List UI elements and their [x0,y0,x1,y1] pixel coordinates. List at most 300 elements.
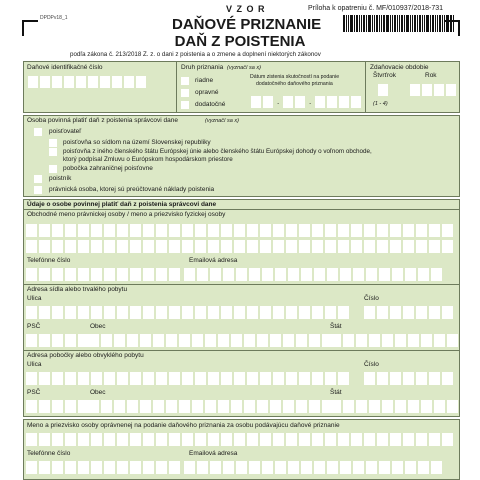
character-cell[interactable] [130,306,141,319]
character-cell[interactable] [330,400,341,413]
character-cell[interactable] [117,268,128,281]
character-cell[interactable] [247,306,258,319]
character-cell[interactable] [416,306,427,319]
character-cell[interactable] [78,461,89,474]
postcode-input[interactable] [26,334,89,347]
character-cell[interactable] [286,306,297,319]
character-cell[interactable] [273,224,284,237]
character-cell[interactable] [283,400,294,413]
character-cell[interactable] [91,461,102,474]
character-cell[interactable] [192,334,203,347]
character-cell[interactable] [130,461,141,474]
character-cell[interactable] [351,433,362,446]
character-cell[interactable] [169,433,180,446]
character-cell[interactable] [117,433,128,446]
character-cell[interactable] [327,268,338,281]
character-cell[interactable] [52,461,63,474]
character-cell[interactable] [379,461,390,474]
year-input[interactable] [410,84,456,96]
payer-branch-checkbox[interactable] [49,165,57,173]
discovery-year-input[interactable] [315,96,361,108]
character-cell[interactable] [286,433,297,446]
character-cell[interactable] [377,240,388,253]
character-cell[interactable] [312,224,323,237]
character-cell[interactable] [351,224,362,237]
character-cell[interactable] [221,224,232,237]
character-cell[interactable] [221,372,232,385]
character-cell[interactable] [65,240,76,253]
branch-country-input[interactable] [330,400,458,413]
tax-id-input[interactable] [28,76,146,88]
character-cell[interactable] [221,433,232,446]
character-cell[interactable] [338,372,349,385]
character-cell[interactable] [299,224,310,237]
character-cell[interactable] [26,334,37,347]
character-cell[interactable] [260,372,271,385]
character-cell[interactable] [65,334,76,347]
character-cell[interactable] [286,240,297,253]
character-cell[interactable] [270,400,281,413]
character-cell[interactable] [26,433,37,446]
character-cell[interactable] [390,372,401,385]
character-cell[interactable] [330,334,341,347]
character-cell[interactable] [65,372,76,385]
character-cell[interactable] [312,433,323,446]
character-cell[interactable] [26,461,37,474]
character-cell[interactable] [210,461,221,474]
character-cell[interactable] [195,240,206,253]
character-cell[interactable] [260,240,271,253]
return-type-corrective-checkbox[interactable] [181,89,189,97]
character-cell[interactable] [301,268,312,281]
character-cell[interactable] [156,224,167,237]
character-cell[interactable] [195,433,206,446]
character-cell[interactable] [182,306,193,319]
character-cell[interactable] [273,433,284,446]
character-cell[interactable] [169,224,180,237]
character-cell[interactable] [210,268,221,281]
character-cell[interactable] [429,240,440,253]
character-cell[interactable] [390,306,401,319]
payer-insurer-checkbox[interactable] [34,128,42,136]
character-cell[interactable] [377,433,388,446]
character-cell[interactable] [236,268,247,281]
character-cell[interactable] [169,372,180,385]
character-cell[interactable] [418,461,429,474]
character-cell[interactable] [434,400,445,413]
character-cell[interactable] [195,372,206,385]
character-cell[interactable] [156,372,167,385]
character-cell[interactable] [52,306,63,319]
character-cell[interactable] [299,372,310,385]
character-cell[interactable] [104,306,115,319]
character-cell[interactable] [65,306,76,319]
branch-number-input[interactable] [364,372,453,385]
character-cell[interactable] [364,240,375,253]
character-cell[interactable] [364,433,375,446]
character-cell[interactable] [408,334,419,347]
company-name-row-1[interactable] [26,224,453,237]
character-cell[interactable] [257,334,268,347]
character-cell[interactable] [431,461,442,474]
payer-legal-entity-checkbox[interactable] [34,186,42,194]
character-cell[interactable] [101,334,112,347]
character-cell[interactable] [127,334,138,347]
character-cell[interactable] [208,224,219,237]
character-cell[interactable] [353,461,364,474]
character-cell[interactable] [405,268,416,281]
character-cell[interactable] [156,433,167,446]
character-cell[interactable] [153,400,164,413]
character-cell[interactable] [234,224,245,237]
character-cell[interactable] [234,372,245,385]
character-cell[interactable] [130,224,141,237]
character-cell[interactable] [221,240,232,253]
character-cell[interactable] [197,461,208,474]
character-cell[interactable] [127,400,138,413]
character-cell[interactable] [299,433,310,446]
character-cell[interactable] [260,224,271,237]
character-cell[interactable] [339,96,349,108]
character-cell[interactable] [197,268,208,281]
character-cell[interactable] [156,268,167,281]
character-cell[interactable] [169,461,180,474]
character-cell[interactable] [192,400,203,413]
authorized-phone-input[interactable] [26,461,180,474]
character-cell[interactable] [195,224,206,237]
character-cell[interactable] [312,306,323,319]
character-cell[interactable] [338,306,349,319]
character-cell[interactable] [275,461,286,474]
character-cell[interactable] [114,334,125,347]
character-cell[interactable] [39,224,50,237]
street-input[interactable] [26,306,349,319]
character-cell[interactable] [288,461,299,474]
character-cell[interactable] [273,240,284,253]
character-cell[interactable] [101,400,112,413]
character-cell[interactable] [104,372,115,385]
character-cell[interactable] [65,400,76,413]
character-cell[interactable] [390,433,401,446]
character-cell[interactable] [104,224,115,237]
street-number-input[interactable] [364,306,453,319]
character-cell[interactable] [91,240,102,253]
character-cell[interactable] [88,400,99,413]
character-cell[interactable] [247,240,258,253]
character-cell[interactable] [143,372,154,385]
character-cell[interactable] [353,268,364,281]
character-cell[interactable] [260,433,271,446]
character-cell[interactable] [442,240,453,253]
character-cell[interactable] [234,240,245,253]
email-input[interactable] [184,268,442,281]
character-cell[interactable] [447,400,458,413]
character-cell[interactable] [117,461,128,474]
character-cell[interactable] [195,306,206,319]
character-cell[interactable] [52,268,63,281]
character-cell[interactable] [283,96,293,108]
character-cell[interactable] [91,224,102,237]
discovery-day-input[interactable] [251,96,273,108]
character-cell[interactable] [184,268,195,281]
character-cell[interactable] [40,76,50,88]
character-cell[interactable] [156,240,167,253]
character-cell[interactable] [136,76,146,88]
company-name-row-2[interactable] [26,240,453,253]
character-cell[interactable] [369,334,380,347]
character-cell[interactable] [104,433,115,446]
character-cell[interactable] [182,224,193,237]
character-cell[interactable] [442,372,453,385]
character-cell[interactable] [366,461,377,474]
character-cell[interactable] [338,240,349,253]
character-cell[interactable] [91,306,102,319]
payer-sk-insurer-checkbox[interactable] [49,139,57,147]
character-cell[interactable] [39,334,50,347]
character-cell[interactable] [39,461,50,474]
character-cell[interactable] [416,224,427,237]
character-cell[interactable] [382,400,393,413]
character-cell[interactable] [205,334,216,347]
character-cell[interactable] [236,461,247,474]
character-cell[interactable] [153,334,164,347]
quarter-input[interactable] [378,84,388,96]
character-cell[interactable] [325,433,336,446]
character-cell[interactable] [39,372,50,385]
character-cell[interactable] [403,224,414,237]
character-cell[interactable] [315,96,325,108]
character-cell[interactable] [218,334,229,347]
character-cell[interactable] [65,433,76,446]
character-cell[interactable] [247,433,258,446]
character-cell[interactable] [88,76,98,88]
character-cell[interactable] [429,372,440,385]
character-cell[interactable] [52,334,63,347]
character-cell[interactable] [429,224,440,237]
discovery-month-input[interactable] [283,96,305,108]
character-cell[interactable] [65,268,76,281]
character-cell[interactable] [112,76,122,88]
character-cell[interactable] [343,334,354,347]
character-cell[interactable] [442,306,453,319]
character-cell[interactable] [140,400,151,413]
character-cell[interactable] [130,372,141,385]
authorized-email-input[interactable] [184,461,442,474]
character-cell[interactable] [431,268,442,281]
character-cell[interactable] [52,400,63,413]
payer-eu-insurer-checkbox[interactable] [49,148,57,156]
character-cell[interactable] [78,268,89,281]
character-cell[interactable] [351,240,362,253]
character-cell[interactable] [442,224,453,237]
character-cell[interactable] [447,334,458,347]
character-cell[interactable] [283,334,294,347]
character-cell[interactable] [231,334,242,347]
character-cell[interactable] [117,306,128,319]
character-cell[interactable] [143,461,154,474]
character-cell[interactable] [169,268,180,281]
character-cell[interactable] [65,224,76,237]
character-cell[interactable] [390,224,401,237]
character-cell[interactable] [78,306,89,319]
character-cell[interactable] [130,268,141,281]
character-cell[interactable] [104,268,115,281]
character-cell[interactable] [364,306,375,319]
character-cell[interactable] [338,433,349,446]
character-cell[interactable] [416,433,427,446]
character-cell[interactable] [166,334,177,347]
town-input[interactable] [88,334,333,347]
character-cell[interactable] [421,334,432,347]
payer-policyholder-checkbox[interactable] [34,175,42,183]
character-cell[interactable] [26,306,37,319]
character-cell[interactable] [117,224,128,237]
character-cell[interactable] [143,433,154,446]
character-cell[interactable] [182,433,193,446]
character-cell[interactable] [78,224,89,237]
character-cell[interactable] [403,240,414,253]
character-cell[interactable] [288,268,299,281]
character-cell[interactable] [366,268,377,281]
character-cell[interactable] [418,268,429,281]
character-cell[interactable] [270,334,281,347]
character-cell[interactable] [143,268,154,281]
character-cell[interactable] [395,334,406,347]
return-type-supplementary-checkbox[interactable] [181,101,189,109]
character-cell[interactable] [104,240,115,253]
character-cell[interactable] [327,461,338,474]
character-cell[interactable] [260,306,271,319]
character-cell[interactable] [273,306,284,319]
character-cell[interactable] [249,268,260,281]
character-cell[interactable] [314,268,325,281]
character-cell[interactable] [156,306,167,319]
character-cell[interactable] [325,372,336,385]
character-cell[interactable] [338,224,349,237]
character-cell[interactable] [221,306,232,319]
character-cell[interactable] [312,240,323,253]
character-cell[interactable] [26,372,37,385]
authorized-name-input[interactable] [26,433,453,446]
character-cell[interactable] [26,240,37,253]
character-cell[interactable] [382,334,393,347]
character-cell[interactable] [325,306,336,319]
character-cell[interactable] [182,240,193,253]
character-cell[interactable] [91,372,102,385]
character-cell[interactable] [231,400,242,413]
character-cell[interactable] [26,224,37,237]
character-cell[interactable] [325,240,336,253]
character-cell[interactable] [78,433,89,446]
character-cell[interactable] [410,84,420,96]
character-cell[interactable] [208,433,219,446]
character-cell[interactable] [369,400,380,413]
character-cell[interactable] [234,433,245,446]
country-input[interactable] [330,334,458,347]
character-cell[interactable] [124,76,134,88]
character-cell[interactable] [403,433,414,446]
character-cell[interactable] [364,224,375,237]
character-cell[interactable] [234,306,245,319]
character-cell[interactable] [28,76,38,88]
character-cell[interactable] [247,224,258,237]
character-cell[interactable] [117,372,128,385]
character-cell[interactable] [257,400,268,413]
character-cell[interactable] [296,400,307,413]
character-cell[interactable] [390,240,401,253]
character-cell[interactable] [156,461,167,474]
character-cell[interactable] [429,433,440,446]
character-cell[interactable] [299,240,310,253]
character-cell[interactable] [275,268,286,281]
character-cell[interactable] [325,224,336,237]
character-cell[interactable] [327,96,337,108]
character-cell[interactable] [299,306,310,319]
character-cell[interactable] [52,372,63,385]
character-cell[interactable] [403,306,414,319]
character-cell[interactable] [377,372,388,385]
character-cell[interactable] [114,400,125,413]
character-cell[interactable] [100,76,110,88]
character-cell[interactable] [39,268,50,281]
character-cell[interactable] [442,433,453,446]
character-cell[interactable] [169,306,180,319]
character-cell[interactable] [434,334,445,347]
character-cell[interactable] [205,400,216,413]
branch-street-input[interactable] [26,372,349,385]
character-cell[interactable] [403,372,414,385]
character-cell[interactable] [140,334,151,347]
character-cell[interactable] [446,84,456,96]
character-cell[interactable] [184,461,195,474]
character-cell[interactable] [26,400,37,413]
character-cell[interactable] [143,306,154,319]
character-cell[interactable] [421,400,432,413]
character-cell[interactable] [169,240,180,253]
character-cell[interactable] [91,268,102,281]
character-cell[interactable] [249,461,260,474]
character-cell[interactable] [273,372,284,385]
character-cell[interactable] [408,400,419,413]
branch-town-input[interactable] [88,400,333,413]
character-cell[interactable] [296,334,307,347]
character-cell[interactable] [351,96,361,108]
character-cell[interactable] [356,400,367,413]
character-cell[interactable] [301,461,312,474]
character-cell[interactable] [378,84,388,96]
character-cell[interactable] [130,240,141,253]
character-cell[interactable] [405,461,416,474]
character-cell[interactable] [379,268,390,281]
character-cell[interactable] [262,268,273,281]
character-cell[interactable] [244,334,255,347]
character-cell[interactable] [39,433,50,446]
character-cell[interactable] [244,400,255,413]
character-cell[interactable] [309,334,320,347]
return-type-regular-checkbox[interactable] [181,77,189,85]
character-cell[interactable] [251,96,261,108]
character-cell[interactable] [218,400,229,413]
character-cell[interactable] [416,240,427,253]
character-cell[interactable] [117,240,128,253]
phone-input[interactable] [26,268,180,281]
character-cell[interactable] [223,461,234,474]
character-cell[interactable] [65,461,76,474]
character-cell[interactable] [182,372,193,385]
character-cell[interactable] [130,433,141,446]
character-cell[interactable] [429,306,440,319]
character-cell[interactable] [143,240,154,253]
